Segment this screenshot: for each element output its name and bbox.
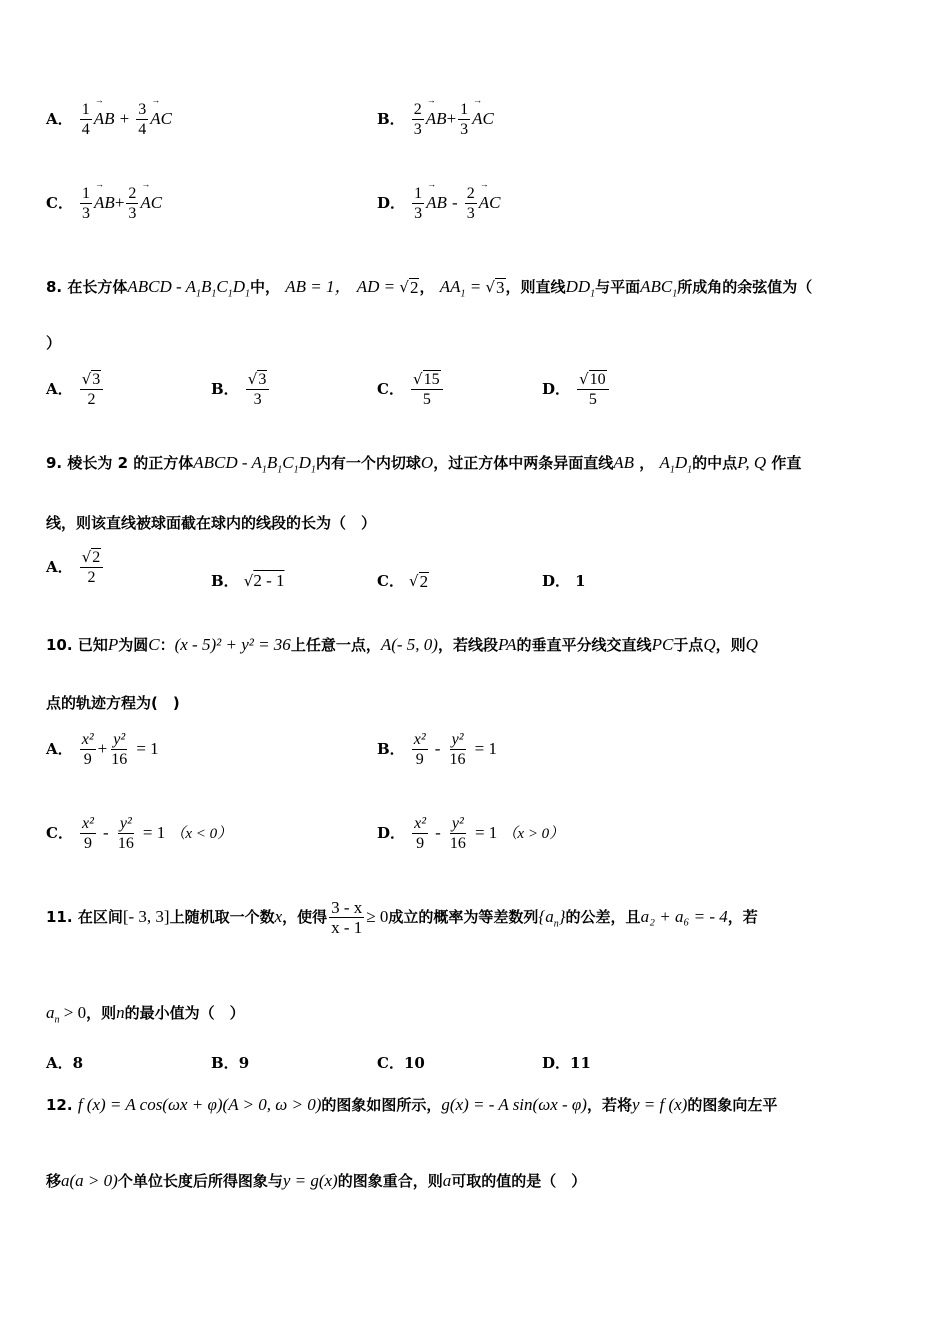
option-label: D． xyxy=(542,572,571,590)
fraction: $\frac{\text{y²}}{16}$ xyxy=(117,815,134,852)
option-label: D． xyxy=(542,380,571,398)
option-label: B． xyxy=(377,110,405,128)
question-number: 12. xyxy=(46,1096,73,1114)
q8-stem: 8. 在长方体ABCD - $A_1B_1C_1D_1$中， AB = 1， AD = √ 2 ， $AA_1$ = √ 3 ，则直线$DD_1$与平面$ABC_1$所成角的余弦值为（ xyxy=(46,277,813,300)
option-label: D． xyxy=(542,1054,571,1072)
q7-option-a: A． $\frac{1}{4}$ → AB + $\frac{3}{4}$ → AC xyxy=(46,100,172,139)
q10-option-d: D． $\frac{\text{x²}}{9}$ - $\frac{\text{y²}}{16}$ = 1 （x > 0） xyxy=(377,815,565,852)
fraction: $\frac{2}{3}$ xyxy=(413,101,422,138)
fraction: $\frac{2}{3}$ xyxy=(466,185,475,222)
q11-option-a: A．8 xyxy=(46,1054,84,1072)
question-number: 9. xyxy=(46,454,63,472)
question-number: 8. xyxy=(46,278,63,296)
vector-ac: → AC xyxy=(150,109,172,129)
fraction: $\frac{\text{y²}}{16}$ xyxy=(111,731,128,768)
q10-stem: 10. 已知P为圆C：(x - 5)² + y² = 36上任意一点，A(- 5, 0)，若线段PA的垂直平分线交直线PC于点Q，则Q xyxy=(46,635,758,654)
fraction: $\frac{\text{x²}}{9}$ xyxy=(414,815,427,852)
option-label: B． xyxy=(211,1054,239,1072)
q9-option-b: B． √ 2 - 1 xyxy=(211,571,285,590)
fraction: $\frac{3}{4}$ xyxy=(138,101,147,138)
option-label: C． xyxy=(377,380,404,398)
vector-ab: → AB xyxy=(94,109,115,129)
option-label: B． xyxy=(377,740,405,758)
option-label: D． xyxy=(377,824,406,842)
q9-stem-line2: 线，则该直线被球面截在球内的线段的长为（ ） xyxy=(46,514,377,532)
vector-ab: → AB xyxy=(426,109,447,129)
q10-option-b: B． $\frac{\text{x²}}{9}$ - $\frac{\text{y²}}{16}$ = 1 xyxy=(377,731,497,768)
fraction: √ 2 2 xyxy=(80,548,104,587)
solid-name: ABCD - A xyxy=(127,277,197,296)
q9-option-d: D． 1 xyxy=(542,572,586,590)
option-label: C． xyxy=(377,1054,404,1072)
q11-option-c: C．10 xyxy=(377,1054,425,1072)
q11-option-b: B．9 xyxy=(211,1054,250,1072)
fraction: $\frac{\text{x²}}{9}$ xyxy=(82,815,94,852)
vector-ac: → AC xyxy=(472,109,494,129)
fraction: $\frac{\text{y²}}{16}$ xyxy=(449,731,466,768)
sqrt: √ 2 xyxy=(399,278,419,297)
question-number: 10. xyxy=(46,636,73,654)
q12-stem-line2: 移a(a > 0)个单位长度后所得图象与y = g(x)的图象重合，则a可取的值的是（ ） xyxy=(46,1171,587,1190)
q12-stem: 12. f (x) = A cos(ωx + φ)(A > 0, ω > 0)的图象如图所示，g(x) = - A sin(ωx - φ)，若将y = f (x)的图象向左平 xyxy=(46,1095,778,1114)
q9-option-a xyxy=(46,548,105,587)
option-label: D． xyxy=(377,194,406,212)
q8-option-c xyxy=(377,370,445,409)
q11-option-d: D．11 xyxy=(542,1054,591,1072)
option-label: C． xyxy=(46,824,73,842)
option-label: A． xyxy=(46,110,73,128)
vector-ac: → AC xyxy=(479,193,501,213)
q8-option-d xyxy=(542,370,611,409)
fraction: $\frac{2}{3}$ xyxy=(128,185,137,222)
q7-option-c: C． $\frac{1}{3}$ → AB+ $\frac{2}{3}$ → AC xyxy=(46,184,162,223)
vector-ac: → AC xyxy=(140,193,162,213)
fraction: $\frac{1}{3}$ xyxy=(82,185,91,222)
fraction: $\frac{1}{3}$ xyxy=(414,185,423,222)
sqrt: √ 3 xyxy=(485,278,505,297)
option-label: A． xyxy=(46,558,73,576)
fraction: $\frac{1}{4}$ xyxy=(81,101,90,138)
option-label: C． xyxy=(46,194,73,212)
option-label: A． xyxy=(46,380,73,398)
fraction: √ 3 2 xyxy=(80,370,104,409)
q10-stem-line2: 点的轨迹方程为( ) xyxy=(46,694,180,712)
q11-stem-line2: $a_n > 0$，则n的最小值为（ ） xyxy=(46,1003,245,1026)
q9-option-c xyxy=(377,570,429,591)
fraction: $\frac{\text{x²}}{9}$ xyxy=(81,731,94,768)
vector-ab: → AB xyxy=(426,193,447,213)
q11-stem: 11. 在区间[- 3, 3]上随机取一个数x，使得 $\frac{3 - x}{x - 1}$ ≥ 0成立的概率为等差数列$\{a_n\}$的公差，且a₂ + a₆ = - 4，若 xyxy=(46,898,758,937)
fraction: $\frac{\text{x²}}{9}$ xyxy=(413,731,426,768)
option-label: B． xyxy=(211,572,239,590)
option-label: B． xyxy=(211,380,239,398)
option-label: A． xyxy=(46,740,73,758)
q8-option-a xyxy=(46,370,105,409)
fraction: √ 3 3 xyxy=(246,370,270,409)
sqrt: √ 2 xyxy=(409,572,429,591)
option-label: C． xyxy=(377,572,404,590)
vector-ab: → AB xyxy=(94,193,115,213)
q7-option-b: B． $\frac{2}{3}$ → AB+ $\frac{1}{3}$ → AC xyxy=(377,100,494,139)
sqrt: √ xyxy=(243,572,254,590)
fraction: $\frac{1}{3}$ xyxy=(460,101,469,138)
fraction: $\frac{3 - x}{x - 1}$ xyxy=(331,898,363,937)
q8-stem-close: ） xyxy=(46,334,62,352)
q8-option-b xyxy=(211,370,271,409)
q9-stem: 9. 棱长为 2 的正方体ABCD - $A_1B_1C_1D_1$内有一个内切球O，过正方体中两条异面直线AB ， $A_1D_1$的中点P, Q 作直 xyxy=(46,453,802,476)
q10-option-a: A． $\frac{\text{x²}}{9}$ + $\frac{\text{y²}}{16}$ = 1 xyxy=(46,731,159,768)
option-label: A． xyxy=(46,1054,73,1072)
q10-option-c: C． $\frac{\text{x²}}{9}$ - $\frac{\text{y²}}{16}$ = 1 （x < 0） xyxy=(46,815,233,852)
q7-option-d: D． $\frac{1}{3}$ → AB - $\frac{2}{3}$ → AC xyxy=(377,184,500,223)
fraction: √ 15 5 xyxy=(411,370,443,409)
question-number: 11. xyxy=(46,908,73,926)
fraction: $\frac{\text{y²}}{16}$ xyxy=(449,815,466,852)
fraction: √ 10 5 xyxy=(577,370,609,409)
